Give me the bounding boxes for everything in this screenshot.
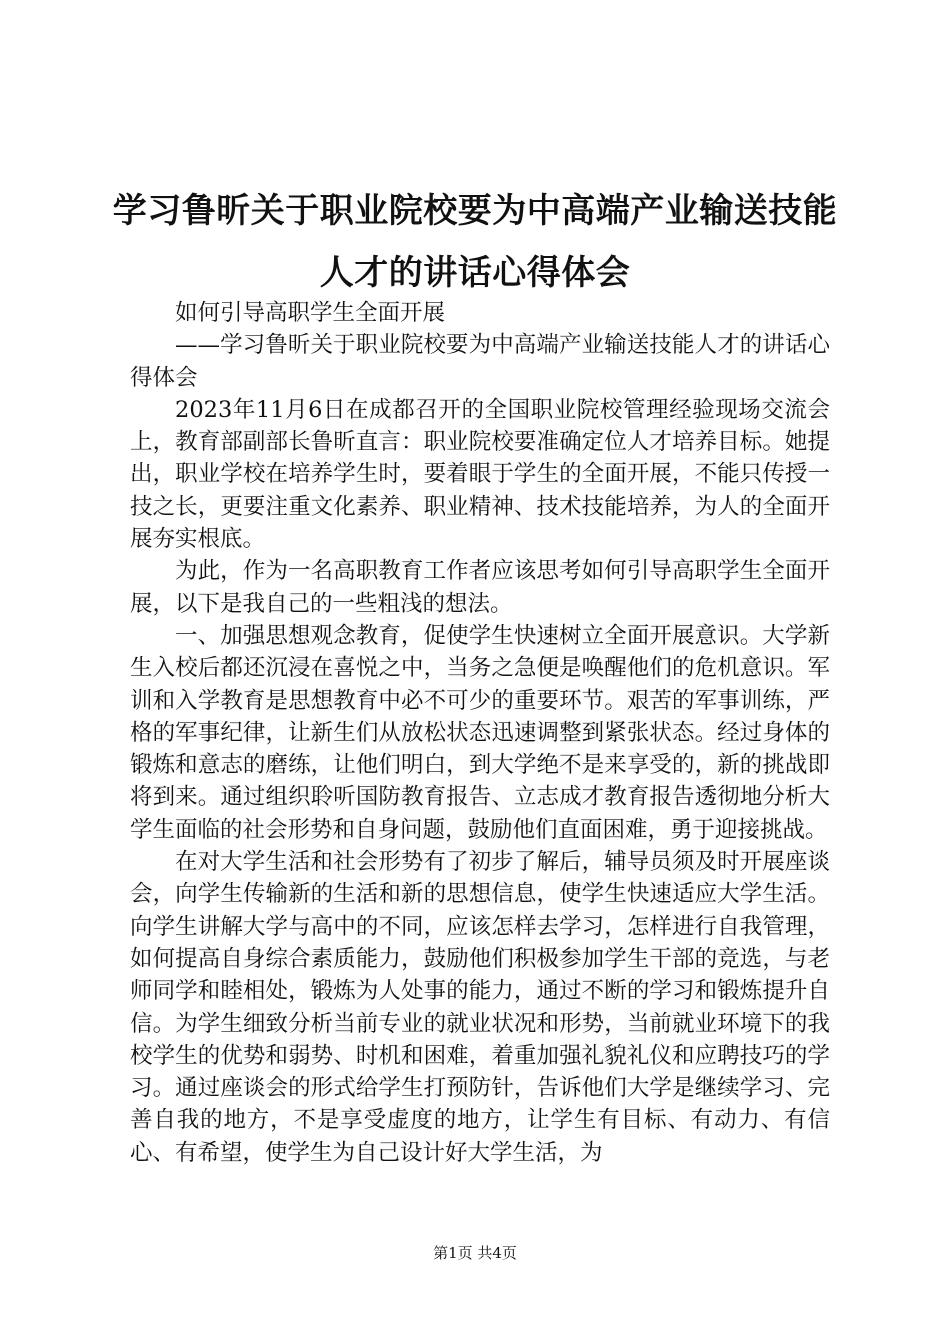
subtitle-paragraph: ——学习鲁昕关于职业院校要为中高端产业输送技能人才的讲话心得体会 [130, 332, 830, 391]
body-paragraph: 在对大学生活和社会形势有了初步了解后，辅导员须及时开展座谈会，向学生传输新的生活和新的思想信息，使学生快速适应大学生活。向学生讲解大学与高中的不同，应该怎样去学习，怎样进行自我管理，如何提高自身综合素质能力，鼓励他们积极参加学生干部的竞选，与老师同学和睦相处，锻炼为人处事的能力，通过不断的学习和锻炼提升自信。为学生细致分析当前专业的就业状况和形势，当前就业环境下的我校学生的优势和弱势、时机和困难，着重加强礼貌礼仪和应聘技巧的学习。通过座谈会的形式给学生打预防针，告诉他们大学是继续学习、完善自我的地方，不是享受虚度的地方，让学生有目标、有动力、有信心、有希望，使学生为自己设计好大学生活，为 [130, 849, 830, 1166]
document-title: 学习鲁昕关于职业院校要为中高端产业输送技能人才的讲话心得体会 [112, 191, 838, 293]
page-number-footer: 第1页 共4页 [433, 1244, 517, 1262]
body-paragraph: 一、加强思想观念教育，促使学生快速树立全面开展意识。大学新生入校后都还沉浸在喜悦之中，当务之急便是唤醒他们的危机意识。军训和入学教育是思想教育中必不可少的重要环节。艰苦的军事训练，严格的军事纪律，让新生们从放松状态迅速调整到紧张状态。经过身体的锻炼和意志的磨练，让他们明白，到大学绝不是来享受的，新的挑战即将到来。通过组织聆听国防教育报告、立志成才教育报告透彻地分析大学生面临的社会形势和自身问题，鼓励他们直面困难，勇于迎接挑战。 [130, 622, 830, 843]
document-body [130, 297, 830, 1169]
body-paragraph: 2023年11月6日在成都召开的全国职业院校管理经验现场交流会上，教育部副部长鲁昕直言：职业院校要准确定位人才培养目标。她提出，职业学校在培养学生时，要着眼于学生的全面开展，不能只传授一技之长，更要注重文化素养、职业精神、技术技能培养，为人的全面开展夯实根底。 [130, 396, 830, 553]
subtitle-paragraph: 如何引导高职学生全面开展 [175, 300, 446, 326]
body-paragraph: 为此，作为一名高职教育工作者应该思考如何引导高职学生全面开展，以下是我自己的一些粗浅的想法。 [130, 558, 830, 617]
